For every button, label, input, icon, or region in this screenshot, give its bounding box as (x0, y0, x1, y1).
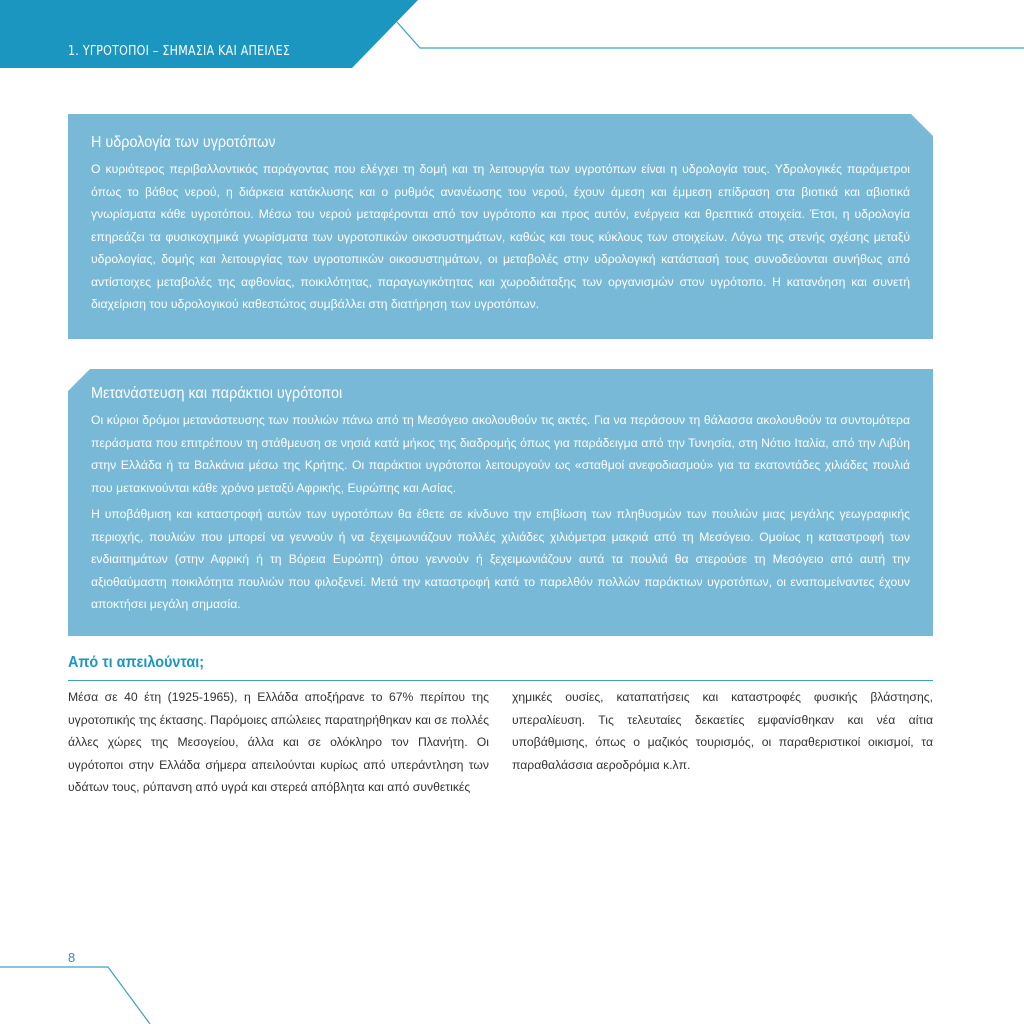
threats-heading: Από τι απειλούνται; (68, 654, 205, 671)
hydrology-title: Η υδρολογία των υγροτόπων (91, 134, 276, 151)
box-corner-notch (68, 369, 90, 391)
hydrology-paragraph: Ο κυριότερος περιβαλλοντικός παράγοντας που ελέγχει τη δομή και τη λειτουργία των υγροτόπων είναι η υδρολογία τους. Υδρολογικές παράμετροι όπως το βάθος νερού, η διάρκεια κατάκλυσης και ο ρυθμός ανανέωσης του νερού, έχουν άμεση και έμμεση επίδραση στα βιοτικά και αβιοτικά γνωρίσματα κάθε υγροτόπου. Μέσω του νερού μεταφέρονται από τον υγρότοπο και προς αυτόν, ενέργεια και θρεπτικά στοιχεία. Έτσι, η υδρολογία επηρεάζει τα φυσικοχημικά γνωρίσματα των υγροτοπικών οικοσυστημάτων, καθώς και τους κύκλους των στοιχείων. Λόγω της στενής σχέσης μεταξύ υδρολογίας, δομής και λειτουργίας των υγροτοπικών οικοσυστημάτων, οι μεταβολές στην υδρολογική κατάστασή τους συνοδεύονται συνήθως από αντίστοιχες μεταβολές της αφθονίας, ποικιλότητας, παραγωγικότητας και χωροδιάταξης των οργανισμών στον υγρότοπο. Η κατανόηση και συνετή διαχείριση του υδρολογικού καθεστώτος συμβάλλει στη διατήρηση των υγροτόπων. (91, 162, 910, 311)
footer-line (0, 967, 150, 1024)
migration-title: Μετανάστευση και παράκτιοι υγρότοποι (91, 385, 343, 402)
migration-paragraph-2: Η υποβάθμιση και καταστροφή αυτών των υγροτόπων θα έθετε σε κίνδυνο την επιβίωση των πληθυσμών των πουλιών μιας μεγάλης γεωγραφικής περιοχής, πουλιών που μπορεί να γεννούν ή να ξεχειμωνιάζουν πολλές χιλιάδες χιλιόμετρα μακριά από τη Μεσόγειο. Ομοίως η καταστροφή των ενδιαιτημάτων (στην Αφρική ή τη Βόρεια Ευρώπη) όπου γεννούν ή ξεχειμωνιάζουν αυτά τα πουλιά θα στερούσε τη Μεσόγειο από αυτή την αξιοθαύμαστη ποικιλότητα πουλιών που φιλοξενεί. Μετά την καταστροφή κατά το παρελθόν πολλών παράκτιων υγροτόπων, οι εναπομείναντες έχουν αποκτήσει μεγάλη σημασία. (91, 507, 910, 611)
threats-column-left: Μέσα σε 40 έτη (1925-1965), η Ελλάδα αποξήρανε το 67% περίπου της υγροτοπικής της έκτασης. Παρόμοιες απώλειες παρατηρήθηκαν και σε πολλές άλλες χώρες της Μεσογείου, άλλα και σε ολόκληρο τον Πλανήτη. Οι υγρότοποι στην Ελλάδα σήμερα απειλούνται κυρίως από υπεράντληση των υδάτων τους, ρύπανση από υγρά και στερεά απόβλητα και από συνθετικές (68, 690, 489, 795)
migration-box (68, 369, 933, 636)
header-rule (397, 22, 1024, 48)
threats-divider (68, 680, 933, 681)
threats-column-right: χημικές ουσίες, καταπατήσεις και καταστροφές φυσικής βλάστησης, υπεραλίευση. Τις τελευταίες δεκαετίες εμφανίσθηκαν και νέα αίτια υποβάθμισης, όπως ο μαζικός τουρισμός, οι παραθεριστικοί οικισμοί, τα παραθαλάσσια αεροδρόμια κ.λπ. (512, 690, 933, 772)
page-number: 8 (68, 950, 76, 965)
header-banner (0, 0, 1024, 72)
box-corner-notch (911, 114, 933, 136)
section-title: 1. ΥΓΡΟΤΟΠΟΙ – ΣΗΜΑΣΙΑ ΚΑΙ ΑΠΕΙΛΕΣ (68, 44, 291, 59)
footer-rule (0, 964, 200, 1024)
migration-paragraph-1: Οι κύριοι δρόμοι μετανάστευσης των πουλιών πάνω από τη Μεσόγειο ακολουθούν τις ακτές. Για να περάσουν τη θάλασσα ακολουθούν τα συντομότερα περάσματα που επιτρέπουν τη στάθμευση σε νησιά κατά μήκος της διαδρομής όπως για παράδειγμα από την Τυνησία, στη Νότιο Ιταλία, από την Λιβύη στην Ελλάδα ή τα Βαλκάνια μέσω της Κρήτης. Οι παράκτιοι υγρότοποι λειτουργούν ως «σταθμοί ανεφοδιασμού» για τα εκατοντάδες χιλιάδες πουλιά που μετακινούνται κάθε χρόνο μεταξύ Αφρικής, Ευρώπης και Ασίας. (91, 413, 910, 495)
hydrology-box (68, 114, 933, 339)
